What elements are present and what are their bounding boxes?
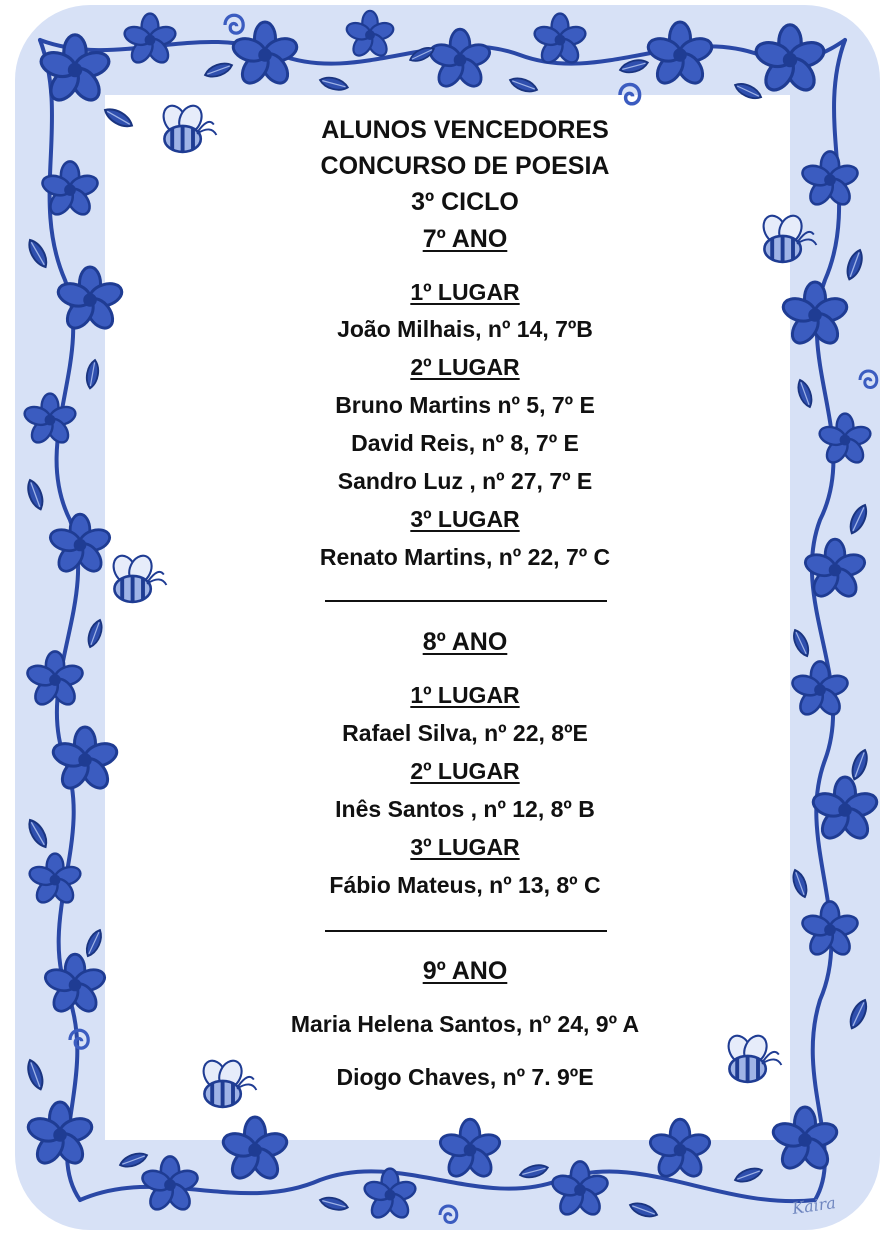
- notice-title-line2: CONCURSO DE POESIA: [320, 152, 610, 180]
- year7-heading: 7º ANO: [422, 225, 508, 253]
- notice-title-line1: ALUNOS VENCEDORES: [321, 116, 609, 144]
- year7-place2-winner: Bruno Martins nº 5, 7º E: [335, 392, 595, 418]
- year7-place2-label: 2º LUGAR: [410, 354, 520, 380]
- year7-place2-winner: David Reis, nº 8, 7º E: [351, 430, 579, 456]
- year8-place2-winner: Inês Santos , nº 12, 8º B: [335, 796, 595, 822]
- year9-winner: Diogo Chaves, nº 7. 9ºE: [336, 1064, 594, 1090]
- year9-heading: 9º ANO: [422, 957, 508, 985]
- year7-place2-winner: Sandro Luz , nº 27, 7º E: [337, 468, 593, 494]
- year8-place1-winner: Rafael Silva, nº 22, 8ºE: [342, 720, 588, 746]
- section-divider: [325, 930, 607, 932]
- year7-place1-winner: João Milhais, nº 14, 7ºB: [337, 316, 593, 342]
- year8-place3-winner: Fábio Mateus, nº 13, 8º C: [329, 872, 601, 898]
- year7-place3-label: 3º LUGAR: [410, 506, 520, 532]
- year8-heading: 8º ANO: [422, 628, 508, 656]
- notice-title-cycle: 3º CICLO: [411, 188, 519, 216]
- year8-place2-label: 2º LUGAR: [410, 758, 520, 784]
- year9-winner: Maria Helena Santos, nº 24, 9º A: [290, 1011, 640, 1037]
- year7-place1-label: 1º LUGAR: [410, 279, 520, 305]
- section-divider: [325, 600, 607, 602]
- year8-place1-label: 1º LUGAR: [410, 682, 520, 708]
- year7-place3-winner: Renato Martins, nº 22, 7º C: [319, 544, 611, 570]
- year8-place3-label: 3º LUGAR: [410, 834, 520, 860]
- artist-signature: Kaira: [790, 1193, 837, 1218]
